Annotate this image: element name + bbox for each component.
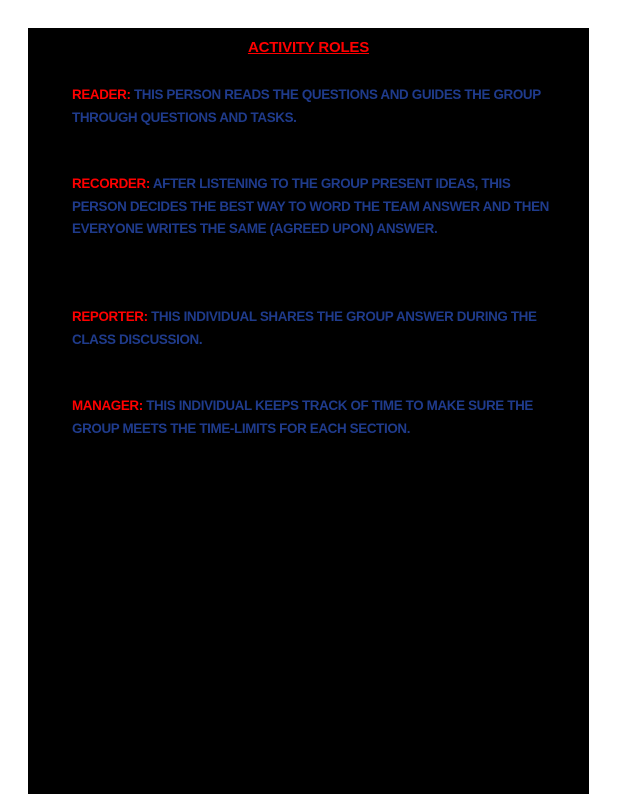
document-page — [28, 28, 589, 794]
role-name-reporter: REPORTER: — [72, 309, 148, 324]
role-reporter — [72, 306, 567, 351]
role-reader — [72, 84, 567, 129]
role-name-reader: READER: — [72, 87, 131, 102]
role-description-recorder: AFTER LISTENING TO THE GROUP PRESENT IDEAS, THIS PERSON DECIDES THE BEST WAY TO WORD THE TEAM ANSWER AND THEN EVERYONE WRITES THE SAME (AGREED UPON) ANSWER. — [72, 176, 549, 236]
page-title: ACTIVITY ROLES — [247, 39, 370, 56]
role-description-reader: THIS PERSON READS THE QUESTIONS AND GUIDES THE GROUP THROUGH QUESTIONS AND TASKS. — [72, 87, 541, 125]
role-name-manager: MANAGER: — [72, 398, 143, 413]
role-recorder — [72, 173, 567, 241]
role-description-reporter: THIS INDIVIDUAL SHARES THE GROUP ANSWER DURING THE CLASS DISCUSSION. — [72, 309, 537, 347]
role-name-recorder: RECORDER: — [72, 176, 150, 191]
role-manager — [72, 395, 567, 440]
role-description-manager: THIS INDIVIDUAL KEEPS TRACK OF TIME TO MAKE SURE THE GROUP MEETS THE TIME-LIMITS FOR EACH SECTION. — [72, 398, 533, 436]
